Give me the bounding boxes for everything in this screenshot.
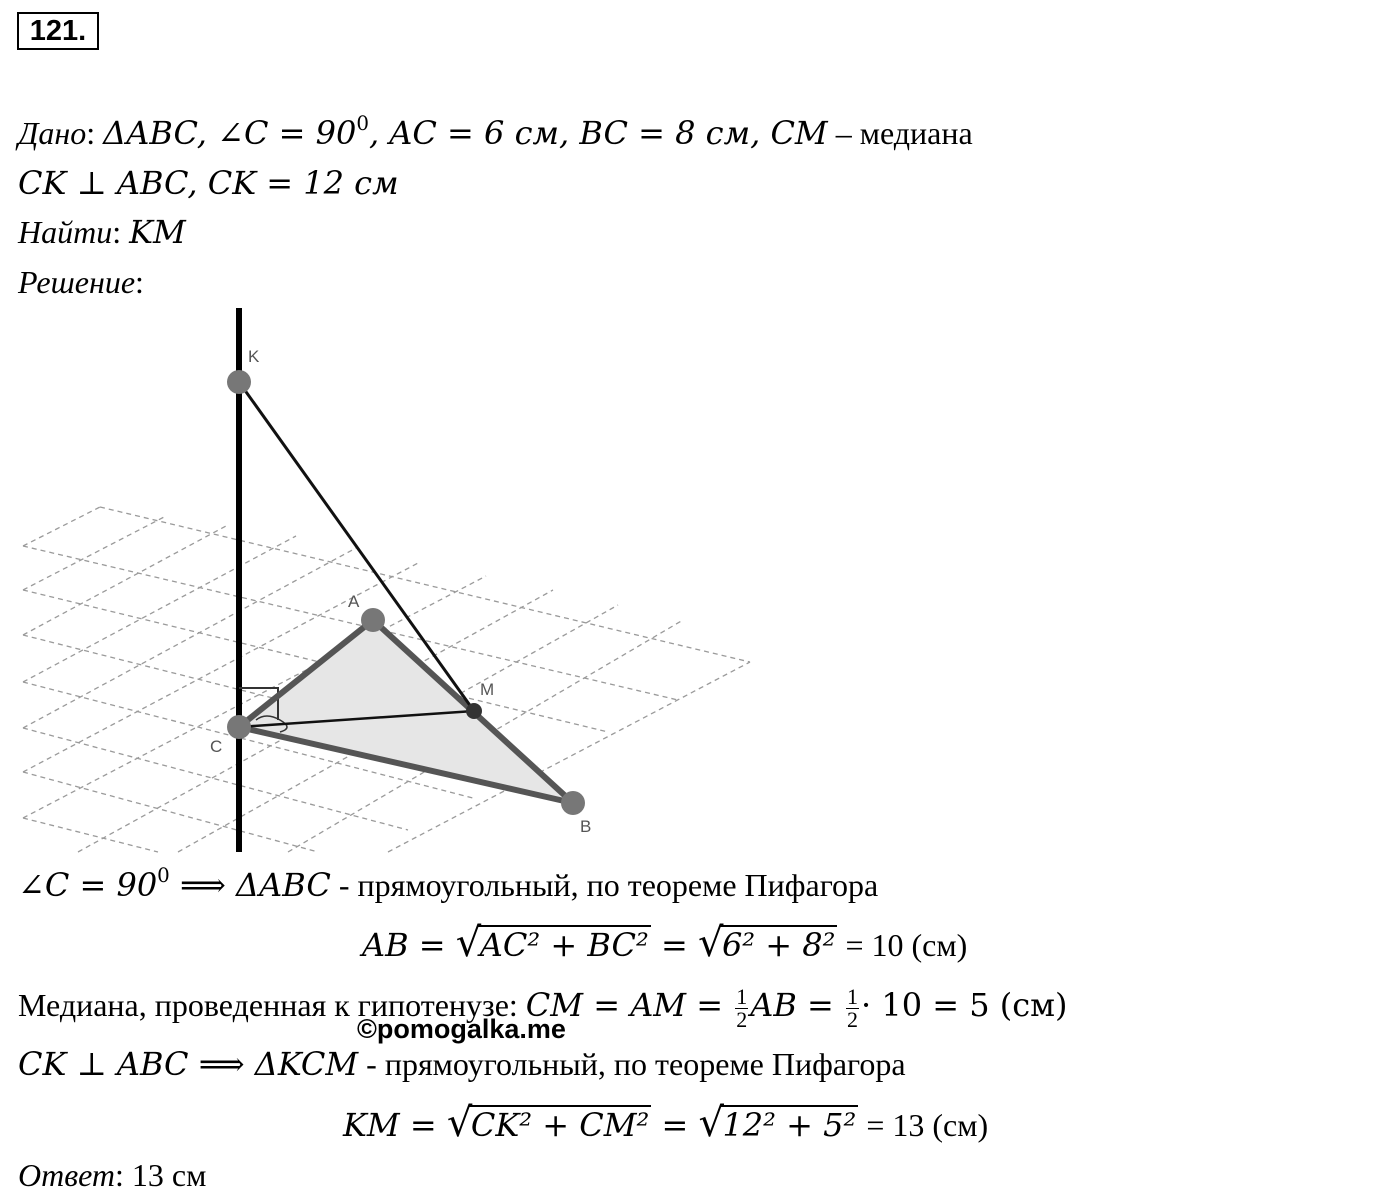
answer-label: Ответ — [18, 1157, 115, 1193]
step1-expr: ∠C = 90 — [18, 866, 158, 904]
solution-line: Решение: — [18, 264, 144, 300]
step2-line: Медиана, проведенная к гипотенузе: CM = AM = $\frac{1}{2}$ AB = $\frac{1}{2}$ · 10 = 5 (см) — [18, 984, 1068, 1033]
point-a — [361, 608, 385, 632]
point-k — [227, 370, 251, 394]
geometry-figure — [18, 300, 778, 856]
watermark: ©pomogalka.me — [357, 1014, 566, 1044]
step3-text: - прямоугольный, по теореме Пифагора — [358, 1046, 906, 1082]
given-expr-main: ΔABC, ∠C = 90 — [103, 114, 357, 152]
point-b — [561, 791, 585, 815]
step1-text: - прямоугольный, по теореме Пифагора — [330, 867, 879, 903]
step2-text: Медиана, проведенная к гипотенузе: — [18, 987, 526, 1023]
solution-label: Решение — [18, 264, 136, 300]
label-a: A — [348, 592, 360, 611]
step3-expr: CK ⊥ ABC ⟹ ΔKCM — [18, 1045, 359, 1083]
given-line: Дано: ΔABC, ∠C = $90^0$, AC = 6 см, BC = 8 см, CM – медиана — [18, 112, 973, 152]
step1-sup: 0 — [157, 864, 170, 888]
sqrt-2: √ 6² + 8² — [697, 920, 836, 966]
step1-line — [18, 865, 878, 905]
find-line: Найти: KM — [18, 213, 186, 251]
fraction-half-2: $\frac{1}{2}$ — [847, 984, 858, 1033]
given-suffix: – медиана — [827, 115, 973, 151]
find-value: KM — [129, 213, 186, 251]
given-expr-sup: 0 — [356, 112, 369, 136]
task-number-box: 121. — [17, 12, 99, 50]
given-label: Дано — [18, 115, 87, 151]
point-m — [466, 703, 482, 719]
step1-arrow: ⟹ ΔABC — [169, 866, 331, 904]
formula-km: KM = √ CK² + CM² = √ 12² + 5² = 13 (см) — [343, 1100, 989, 1146]
answer-line — [18, 1155, 206, 1195]
find-label: Найти — [18, 214, 113, 250]
given-expr-rest: , AC = 6 см, BC = 8 см, CM — [368, 114, 828, 152]
answer-value: : 13 см — [115, 1157, 207, 1193]
sqrt-4: √ 12² + 5² — [698, 1100, 857, 1146]
step3-line — [18, 1044, 906, 1084]
label-b: B — [580, 817, 592, 836]
given-line-2: CK ⊥ ABC, CK = 12 см — [18, 164, 399, 202]
point-c — [227, 715, 251, 739]
sqrt-1: √ AC² + BC² — [455, 920, 649, 966]
sqrt-3: √ CK² + CM² — [446, 1100, 650, 1146]
label-k: K — [248, 347, 260, 366]
fraction-half: $\frac{1}{2}$ — [736, 984, 748, 1033]
label-c: C — [210, 737, 223, 756]
label-m: M — [480, 680, 495, 699]
formula-ab: AB = √ AC² + BC² = √ 6² + 8² = 10 (см) — [362, 920, 968, 966]
